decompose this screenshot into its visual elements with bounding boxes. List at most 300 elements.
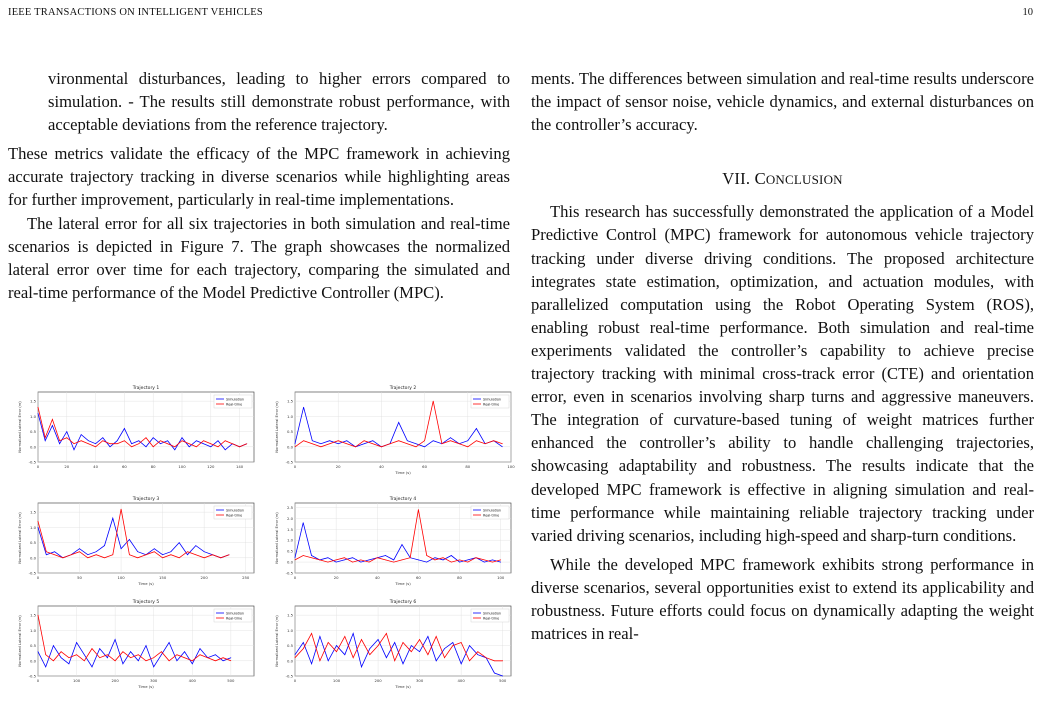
y-tick-label: 0.0 xyxy=(286,444,293,450)
data-point xyxy=(459,562,460,563)
data-point xyxy=(502,443,503,444)
y-axis-label: Normalized Lateral Error (m) xyxy=(18,401,22,453)
data-point xyxy=(87,557,88,558)
data-point xyxy=(303,522,304,523)
data-point xyxy=(207,657,208,658)
legend-label: Real-time xyxy=(483,616,500,621)
y-axis-label: Normalized Lateral Error (m) xyxy=(275,512,279,564)
y-tick-label: -0.5 xyxy=(28,459,36,465)
data-point xyxy=(378,645,379,646)
chart-panel-4 xyxy=(275,496,511,586)
data-point xyxy=(130,651,131,652)
data-point xyxy=(153,667,154,668)
y-tick-label: 1.0 xyxy=(29,627,36,633)
data-point xyxy=(377,557,378,558)
chart-panel-2 xyxy=(275,385,515,475)
data-point xyxy=(494,673,495,674)
data-point xyxy=(321,443,322,444)
data-point xyxy=(204,551,205,552)
data-point xyxy=(210,446,211,447)
data-point xyxy=(52,425,53,426)
data-point xyxy=(74,443,75,444)
legend-label: Real-time xyxy=(226,513,243,518)
data-point xyxy=(381,446,382,447)
y-tick-label: 0.0 xyxy=(286,658,293,664)
y-tick-label: 0.0 xyxy=(29,555,36,561)
data-point xyxy=(329,443,330,444)
data-point xyxy=(461,663,462,664)
data-point xyxy=(138,443,139,444)
data-point xyxy=(424,446,425,447)
data-point xyxy=(137,551,138,552)
data-point xyxy=(336,562,337,563)
paragraph-future-work: While the developed MPC framework exhibits strong performance in diverse scenarios, several opportunities exist to extend its applicability and robustness. Future efforts could focus on dynamically adapting the weight matrices in real- xyxy=(531,554,1034,644)
data-point xyxy=(321,446,322,447)
data-point xyxy=(303,555,304,556)
data-point xyxy=(130,657,131,658)
data-point xyxy=(169,660,170,661)
data-point xyxy=(344,654,345,655)
data-point xyxy=(146,437,147,438)
data-point xyxy=(54,551,55,552)
x-tick-label: 300 xyxy=(415,678,424,683)
data-point xyxy=(177,654,178,655)
x-tick-label: 20 xyxy=(333,575,339,580)
legend-label: Real-time xyxy=(483,513,500,518)
paragraph-conclusion: This research has successfully demonstrated the application of a Model Predictive Control (MPC) framework for autonomous vehicle trajectory tracking under diverse driving conditions. The proposed architecture integrates state estimation, optimization, and actuation modules, with parallelized computation using the Robot Operating System (ROS), enabling robust real-time performance. Both simulation and real-time experiments validated the controller’s capability to achieve precise trajectory tracking with minimal cross-track error (CTE) and orientation error, even in scenarios involving sharp turns and aggressive maneuvers. The integration of curvature-based tuning of weight matrices further enhanced the controller’s ability to handle challenging trajectories, showcasing adaptability and robustness. The results indicate that the developed MPC framework is effective in aligning simulation and real-time performance while maintaining reliable trajectory tracking under varied driving scenarios, including high-speed and sharp-turn conditions. xyxy=(531,202,1034,545)
data-point xyxy=(154,548,155,549)
data-point xyxy=(346,443,347,444)
chart-panel-5 xyxy=(18,599,254,689)
data-point xyxy=(484,560,485,561)
x-tick-label: 500 xyxy=(499,678,507,683)
data-point xyxy=(88,443,89,444)
data-point xyxy=(328,562,329,563)
x-axis-label: Time (s) xyxy=(395,581,411,586)
data-point xyxy=(450,440,451,441)
legend-label: Simulation xyxy=(226,397,245,402)
data-point xyxy=(477,654,478,655)
y-axis-label: Normalized Lateral Error (m) xyxy=(18,512,22,564)
data-point xyxy=(311,555,312,556)
data-point xyxy=(162,557,163,558)
data-point xyxy=(467,446,468,447)
x-tick-label: 80 xyxy=(465,464,471,469)
y-tick-label: 1.0 xyxy=(29,413,36,419)
data-point xyxy=(312,440,313,441)
data-point xyxy=(174,446,175,447)
data-point xyxy=(407,443,408,444)
data-point xyxy=(95,443,96,444)
data-point xyxy=(200,654,201,655)
legend-label: Simulation xyxy=(483,397,502,402)
data-point xyxy=(45,440,46,441)
data-point xyxy=(461,642,462,643)
data-point xyxy=(84,654,85,655)
data-point xyxy=(196,446,197,447)
y-tick-label: 0.0 xyxy=(29,444,36,450)
data-point xyxy=(353,633,354,634)
data-point xyxy=(229,554,230,555)
data-point xyxy=(104,557,105,558)
data-point xyxy=(336,560,337,561)
data-point xyxy=(443,560,444,561)
data-point xyxy=(187,551,188,552)
paragraph-metrics: These metrics validate the efficacy of the MPC framework in achieving accurate trajectory tracking in diverse scenarios while highlighting areas for further improvement, particularly in real-time implementations. xyxy=(8,144,510,210)
data-point xyxy=(79,548,80,549)
data-point xyxy=(500,562,501,563)
data-point xyxy=(369,562,370,563)
data-point xyxy=(96,551,97,552)
data-point xyxy=(138,654,139,655)
paragraph-differences: ments. The differences between simulation and real-time results underscore the impact of sensor noise, vehicle dynamics, and external disturbances on the controller’s accuracy. xyxy=(531,69,1034,135)
data-point xyxy=(369,654,370,655)
data-point xyxy=(102,440,103,441)
x-tick-label: 200 xyxy=(200,575,208,580)
data-point xyxy=(416,443,417,444)
data-point xyxy=(303,642,304,643)
data-point xyxy=(231,657,232,658)
data-point xyxy=(169,642,170,643)
figure-7 xyxy=(8,380,518,707)
chart-title: Trajectory 6 xyxy=(389,600,417,605)
lateral-error-figure xyxy=(8,380,518,707)
x-tick-label: 200 xyxy=(374,678,382,683)
data-point xyxy=(418,509,419,510)
data-point xyxy=(212,554,213,555)
y-tick-label: -0.5 xyxy=(28,673,36,679)
x-axis-label: Time (s) xyxy=(395,470,411,475)
data-point xyxy=(433,401,434,402)
data-point xyxy=(485,443,486,444)
y-tick-label: 1.5 xyxy=(29,398,36,404)
x-tick-label: 40 xyxy=(378,464,384,469)
data-point xyxy=(378,639,379,640)
data-point xyxy=(393,562,394,563)
x-tick-label: 100 xyxy=(72,678,81,683)
data-point xyxy=(84,660,85,661)
data-point xyxy=(154,551,155,552)
data-point xyxy=(398,440,399,441)
x-tick-label: 60 xyxy=(121,464,127,469)
journal-title: IEEE TRANSACTIONS ON INTELLIGENT VEHICLES xyxy=(8,7,263,18)
data-point xyxy=(107,657,108,658)
data-point xyxy=(336,651,337,652)
data-point xyxy=(451,562,452,563)
data-point xyxy=(295,654,296,655)
data-point xyxy=(45,667,46,668)
data-point xyxy=(476,428,477,429)
chart-panel-1 xyxy=(18,385,254,469)
data-point xyxy=(311,633,312,634)
x-tick-label: 150 xyxy=(158,575,167,580)
legend-label: Simulation xyxy=(226,508,245,513)
data-point xyxy=(192,660,193,661)
data-point xyxy=(467,440,468,441)
data-point xyxy=(104,545,105,546)
y-tick-label: 1.0 xyxy=(29,524,36,530)
data-point xyxy=(364,440,365,441)
data-point xyxy=(182,440,183,441)
chart-title: Trajectory 3 xyxy=(132,497,160,502)
data-point xyxy=(218,440,219,441)
data-point xyxy=(424,440,425,441)
chart-title: Trajectory 5 xyxy=(132,600,160,605)
data-point xyxy=(428,654,429,655)
data-point xyxy=(66,437,67,438)
y-tick-label: 1.0 xyxy=(286,413,293,419)
data-point xyxy=(76,654,77,655)
data-point xyxy=(79,551,80,552)
legend-label: Real-time xyxy=(226,402,243,407)
chart-panel-3 xyxy=(18,496,254,586)
data-point xyxy=(38,527,39,528)
data-point xyxy=(95,446,96,447)
data-point xyxy=(74,449,75,450)
data-point xyxy=(492,562,493,563)
right-column xyxy=(531,67,1034,645)
chart-panel-6 xyxy=(275,599,511,689)
data-point xyxy=(386,657,387,658)
x-tick-label: 100 xyxy=(178,464,186,469)
data-point xyxy=(344,557,345,558)
legend-label: Simulation xyxy=(483,611,502,616)
data-point xyxy=(484,562,485,563)
data-point xyxy=(295,446,296,447)
data-point xyxy=(386,633,387,634)
data-point xyxy=(195,545,196,546)
data-point xyxy=(476,440,477,441)
data-point xyxy=(59,443,60,444)
left-column xyxy=(8,67,510,304)
y-tick-label: 0.5 xyxy=(29,643,36,649)
y-tick-label: -0.5 xyxy=(285,459,293,465)
data-point xyxy=(112,554,113,555)
chart-title: Trajectory 2 xyxy=(389,386,417,391)
y-axis-label: Normalized Lateral Error (m) xyxy=(18,615,22,667)
data-point xyxy=(372,443,373,444)
x-tick-label: 400 xyxy=(457,678,465,683)
data-point xyxy=(115,660,116,661)
data-point xyxy=(195,554,196,555)
data-point xyxy=(121,548,122,549)
data-point xyxy=(502,660,503,661)
data-point xyxy=(336,645,337,646)
data-point xyxy=(444,648,445,649)
data-point xyxy=(232,443,233,444)
data-point xyxy=(426,555,427,556)
data-point xyxy=(117,443,118,444)
data-point xyxy=(398,422,399,423)
data-point xyxy=(179,557,180,558)
x-tick-label: 400 xyxy=(188,678,196,683)
data-point xyxy=(433,440,434,441)
data-point xyxy=(328,660,329,661)
data-point xyxy=(435,560,436,561)
data-point xyxy=(110,446,111,447)
data-point xyxy=(161,654,162,655)
data-point xyxy=(469,645,470,646)
data-point xyxy=(161,651,162,652)
y-tick-label: 0.0 xyxy=(29,658,36,664)
data-point xyxy=(46,554,47,555)
x-tick-label: 200 xyxy=(111,678,119,683)
data-point xyxy=(328,642,329,643)
x-tick-label: 0 xyxy=(36,678,40,683)
y-tick-label: 0.0 xyxy=(286,559,293,565)
page-header xyxy=(8,7,1035,21)
data-point xyxy=(131,443,132,444)
data-point xyxy=(54,554,55,555)
data-point xyxy=(203,443,204,444)
data-point xyxy=(203,440,204,441)
data-point xyxy=(96,554,97,555)
data-point xyxy=(124,428,125,429)
data-point xyxy=(467,562,468,563)
data-point xyxy=(102,437,103,438)
data-point xyxy=(295,560,296,561)
data-point xyxy=(500,560,501,561)
x-tick-label: 20 xyxy=(335,464,341,469)
data-point xyxy=(146,645,147,646)
x-tick-label: 0 xyxy=(36,464,40,469)
data-point xyxy=(38,407,39,408)
data-point xyxy=(459,443,460,444)
data-point xyxy=(385,555,386,556)
data-point xyxy=(352,557,353,558)
x-tick-label: 0 xyxy=(293,575,297,580)
data-point xyxy=(344,560,345,561)
data-point xyxy=(38,521,39,522)
x-tick-label: 100 xyxy=(332,678,341,683)
legend-label: Simulation xyxy=(483,508,502,513)
data-point xyxy=(117,440,118,441)
x-tick-label: 0 xyxy=(36,575,40,580)
y-tick-label: 2.5 xyxy=(286,504,293,510)
data-point xyxy=(329,440,330,441)
data-point xyxy=(295,443,296,444)
data-point xyxy=(426,562,427,563)
data-point xyxy=(187,554,188,555)
data-point xyxy=(223,657,224,658)
data-point xyxy=(419,651,420,652)
data-point xyxy=(303,440,304,441)
data-point xyxy=(225,440,226,441)
data-point xyxy=(184,651,185,652)
x-tick-label: 20 xyxy=(64,464,70,469)
data-point xyxy=(76,642,77,643)
y-axis-label: Normalized Lateral Error (m) xyxy=(275,615,279,667)
data-point xyxy=(402,560,403,561)
data-point xyxy=(137,557,138,558)
data-point xyxy=(189,446,190,447)
data-point xyxy=(312,443,313,444)
section-heading xyxy=(531,167,1034,191)
data-point xyxy=(486,657,487,658)
data-point xyxy=(177,660,178,661)
data-point xyxy=(393,560,394,561)
y-tick-label: 0.5 xyxy=(286,643,293,649)
data-point xyxy=(66,431,67,432)
data-point xyxy=(215,654,216,655)
data-point xyxy=(344,636,345,637)
x-axis-label: Time (s) xyxy=(395,684,411,689)
data-point xyxy=(167,440,168,441)
y-tick-label: 1.5 xyxy=(286,526,293,532)
data-point xyxy=(369,560,370,561)
data-point xyxy=(215,660,216,661)
x-tick-label: 80 xyxy=(457,575,462,580)
y-tick-label: 1.0 xyxy=(286,627,293,633)
data-point xyxy=(435,557,436,558)
x-tick-label: 500 xyxy=(227,678,235,683)
data-point xyxy=(88,440,89,441)
data-point xyxy=(502,676,503,677)
y-tick-label: 0.5 xyxy=(29,429,36,435)
data-point xyxy=(123,663,124,664)
data-point xyxy=(210,443,211,444)
data-point xyxy=(112,518,113,519)
legend-label: Real-time xyxy=(483,402,500,407)
chart-title: Trajectory 4 xyxy=(389,497,417,502)
bullet-continuation: vironmental disturbances, leading to higher errors compared to simulation. - The results still demonstrate robust performance, with acceptable deviations from the reference trajectory. xyxy=(48,69,510,135)
data-point xyxy=(338,440,339,441)
data-point xyxy=(360,562,361,563)
data-point xyxy=(53,645,54,646)
data-point xyxy=(99,657,100,658)
data-point xyxy=(239,446,240,447)
paragraph-lateral-error: The lateral error for all six trajectories in both simulation and real-time scenarios is depicted in Figure 7. The graph showcases the normalized lateral error over time for each trajectory, comparing the simulated and real-time performance of the Model Predictive Controller (MPC). xyxy=(8,213,510,302)
data-point xyxy=(492,560,493,561)
data-point xyxy=(369,648,370,649)
data-point xyxy=(428,636,429,637)
data-point xyxy=(493,440,494,441)
data-point xyxy=(402,544,403,545)
y-tick-label: -0.5 xyxy=(285,673,293,679)
data-point xyxy=(353,657,354,658)
data-point xyxy=(303,407,304,408)
data-point xyxy=(436,660,437,661)
data-point xyxy=(419,639,420,640)
data-point xyxy=(59,440,60,441)
data-point xyxy=(361,639,362,640)
y-tick-label: 1.5 xyxy=(29,509,36,515)
data-point xyxy=(385,560,386,561)
data-point xyxy=(63,557,64,558)
x-tick-label: 40 xyxy=(374,575,380,580)
x-tick-label: 80 xyxy=(150,464,156,469)
data-point xyxy=(46,551,47,552)
data-point xyxy=(45,654,46,655)
section-title xyxy=(755,169,843,188)
data-point xyxy=(184,657,185,658)
data-point xyxy=(452,645,453,646)
x-tick-label: 140 xyxy=(235,464,244,469)
data-point xyxy=(444,657,445,658)
data-point xyxy=(174,449,175,450)
data-point xyxy=(360,560,361,561)
y-tick-label: 1.5 xyxy=(286,612,293,618)
section-title-rest: ONCLUSION xyxy=(765,172,843,188)
data-point xyxy=(200,648,201,649)
x-tick-label: 120 xyxy=(207,464,215,469)
data-point xyxy=(477,651,478,652)
legend-label: Simulation xyxy=(226,611,245,616)
y-tick-label: 0.5 xyxy=(29,540,36,546)
data-point xyxy=(451,555,452,556)
data-point xyxy=(138,660,139,661)
data-point xyxy=(311,557,312,558)
